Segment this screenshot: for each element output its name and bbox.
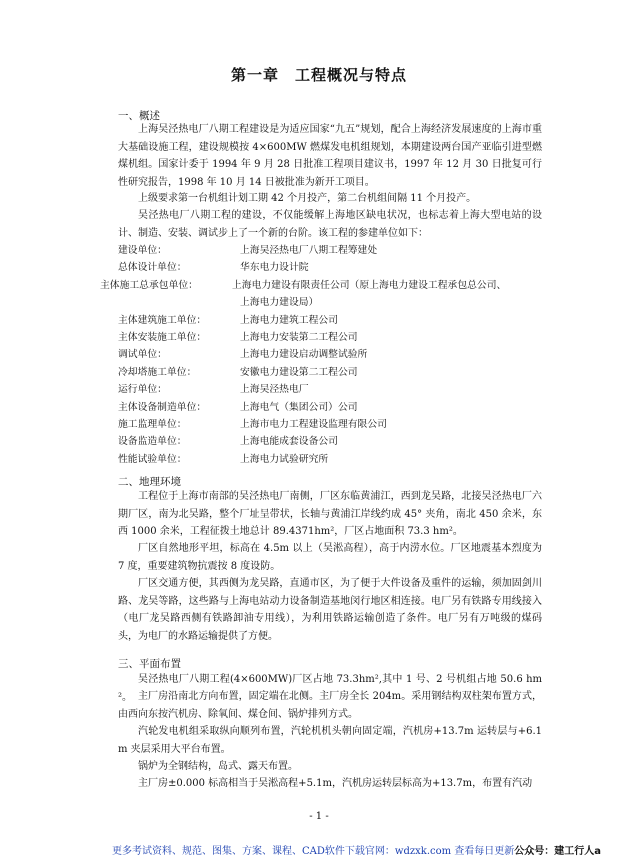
- list-item: [100, 242, 540, 259]
- list-item: [100, 451, 540, 468]
- participant-label: 运行单位：: [118, 384, 167, 396]
- paragraph: 厂区自然地形平坦，标高在 4.5m 以上（吴淞高程），高于内涝水位。厂区地震基本烈度为 7 度，重要建筑物抗震按 8 度设防。: [118, 543, 542, 572]
- participant-label: 主体安装施工单位：: [118, 331, 207, 343]
- participant-value: 上海电气（集团公司）公司: [240, 401, 358, 413]
- list-item: [100, 364, 540, 381]
- section-heading-layout: 三、平面布置: [118, 658, 181, 670]
- paragraph: 主厂房±0.000 标高相当于吴淞高程+5.1m，汽机房运转层标高为+13.7m，布置有汽动: [138, 778, 533, 789]
- participant-value: 安徽电力建设第二工程公司: [240, 366, 358, 378]
- list-item: [100, 277, 540, 294]
- participant-value: 上海电力建设有限责任公司（原上海电力建设工程承包总公司、: [232, 279, 507, 291]
- participant-label: 主体设备制造单位：: [118, 401, 207, 413]
- list-item: [100, 346, 540, 363]
- list-item: [100, 312, 540, 329]
- footer-link[interactable]: 更多考试资料、规范、图集、方案、课程、CAD软件下载官网：wdzxk.com 查看每日更新: [112, 846, 515, 857]
- footer-brand: 公众号：建工行人a: [514, 846, 602, 857]
- list-item: [100, 399, 540, 416]
- participant-label: 调试单位：: [118, 349, 167, 361]
- chapter-title: 第一章 工程概况与特点: [230, 66, 407, 84]
- participant-value: 上海吴泾热电厂八期工程筹建处: [240, 245, 378, 256]
- paragraph: 工程位于上海市南部的吴泾热电厂南侧，厂区东临黄浦江，西到龙吴路，北接吴泾热电厂六期厂区，南为北吴路，整个厂址呈带状，长轴与黄浦江岸线约成 45° 夹角，南北 450 余米，东西 1000 余米，工程征拨土地总计 89.4371hm²，厂区占地面积 73.3 hm²。: [118, 491, 542, 537]
- paragraph: 吴泾热电厂八期工程的建设，不仅能缓解上海地区缺电状况，也标志着上海大型电站的设计、制造、安装、调试步上了一个新的台阶。该工程的参建单位如下：: [118, 210, 542, 239]
- participant-value: 上海电力建筑工程公司: [240, 314, 338, 326]
- participant-label: 设备监造单位：: [118, 436, 187, 448]
- participant-value: 上海电力安装第二工程公司: [240, 331, 358, 343]
- participant-label: 冷却塔施工单位：: [118, 366, 197, 378]
- page-number: - 1 -: [309, 811, 329, 822]
- section-heading-geography: 二、地理环境: [118, 476, 181, 488]
- list-item: [100, 259, 540, 276]
- participant-label: 主体建筑施工单位：: [118, 314, 207, 326]
- participant-value: 上海电力试验研究所: [240, 453, 329, 465]
- participant-label: 主体施工总承包单位：: [100, 279, 198, 291]
- list-item: [100, 381, 540, 398]
- participant-value: 上海市电力工程建设监理有限公司: [240, 418, 387, 430]
- footer-banner: [112, 843, 638, 861]
- participant-label: 总体设计单位：: [118, 262, 187, 274]
- participant-label: 建设单位：: [118, 245, 167, 256]
- list-item: [100, 294, 540, 311]
- section-heading-overview: 一、概述: [118, 110, 160, 122]
- list-item: [100, 416, 540, 433]
- participant-label: 施工监理单位：: [118, 418, 187, 430]
- paragraph: 主厂房沿南北方向布置，固定端在北侧。主厂房全长 204m。采用钢结构双柱架布置方式，由西向东按汽机房、除氧间、煤仓间、锅炉排列方式。: [118, 691, 542, 720]
- paragraph: 汽轮发电机组采取纵向顺列布置，汽轮机机头朝向固定端，汽机房+13.7m 运转层与+6.1m 夹层采用大平台布置。: [118, 726, 542, 755]
- list-item: [100, 433, 540, 450]
- participant-value: 上海电能成套设备公司: [240, 436, 338, 448]
- paragraph: 厂区交通方便，其西侧为龙吴路，直通市区，为了便于大件设备及重件的运输，须加固剑川路、龙吴等路，这些路与上海电站动力设备制造基地闵行地区相连接。电厂另有铁路专用线接入（电厂龙吴路西侧有铁路卸油专用线），为利用铁路运输创造了条件。电厂另有万吨级的煤码头，为电厂的水路运输提供了方便。: [118, 578, 542, 642]
- participant-value: 华东电力设计院: [240, 262, 309, 274]
- paragraph: 吴泾热电厂八期工程(4×600MW)厂区占地 73.3hm²,其中 1 号、2 号机组占地 50.6 hm²。: [118, 674, 542, 703]
- participants-list: [100, 242, 540, 468]
- participant-value: 上海电力建设局）: [240, 297, 319, 309]
- paragraph: 上海吴泾热电厂八期工程建设是为适应国家“九五”规划，配合上海经济发展速度的上海市重大基础设施工程，建设规模按 4×600MW 燃煤发电机组规划，本期建设两台国产亚临引进型燃煤机组。国家计委于 1994 年 9 月 28 日批准工程项目建议书，1997 年 12 月 30 日批复可行性研究报告，1998 年 10 月 14 日被批准为新开工项目。: [118, 124, 542, 188]
- paragraph: 锅炉为全钢结构，岛式、露天布置。: [138, 761, 298, 772]
- participant-label: 性能试验单位：: [118, 453, 187, 465]
- paragraph: 上级要求第一台机组计划工期 42 个月投产，第二台机组间隔 11 个月投产。: [138, 193, 477, 204]
- list-item: [100, 329, 540, 346]
- participant-value: 上海电力建设启动调整试验所: [240, 349, 368, 361]
- participant-value: 上海吴泾热电厂: [240, 384, 309, 396]
